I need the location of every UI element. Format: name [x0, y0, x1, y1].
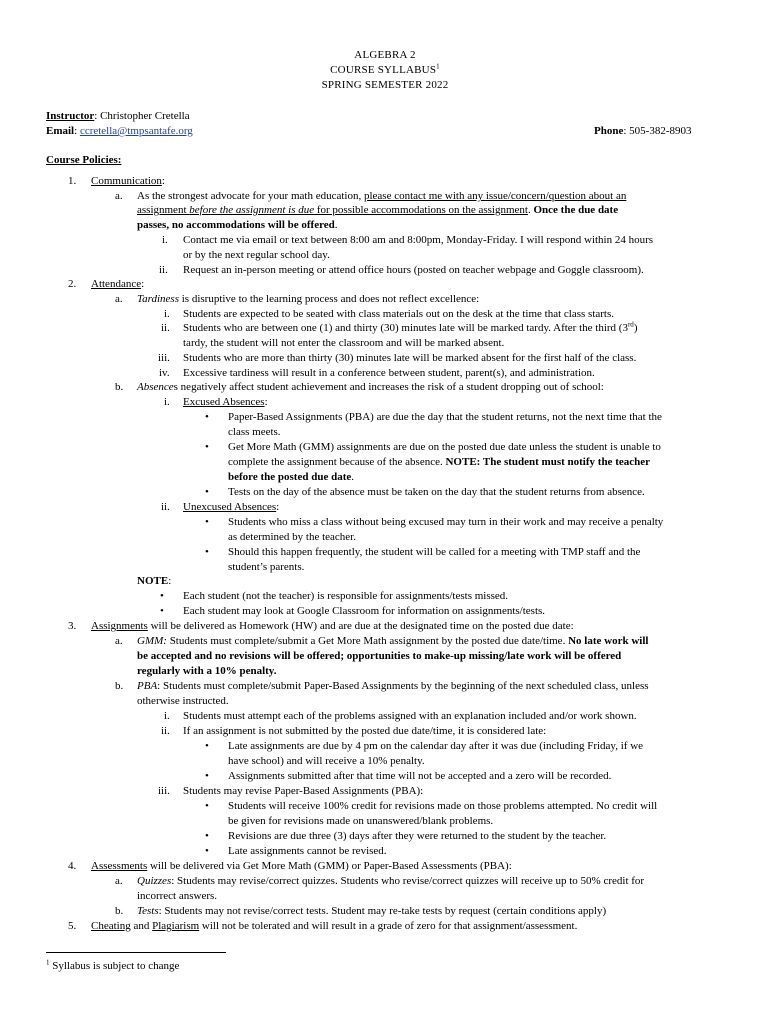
- bullet-item: • Students who miss a class without being excused may turn in their work and may receive a penalty: [228, 515, 663, 529]
- bullet-item: • Students will receive 100% credit for revisions made on those problems attempted. No credit will: [228, 799, 657, 813]
- text-span: : Students may revise/correct quizzes. Students who revise/correct quizzes will receive up to 50% credit for: [171, 875, 645, 887]
- heading-colon: :: [276, 501, 280, 513]
- unexcused-absences-heading: [183, 500, 279, 514]
- text-line: [137, 292, 479, 306]
- phone-label: Phone: [594, 125, 624, 137]
- bold-text: Once the due date: [533, 204, 619, 216]
- footnote-divider: [46, 952, 226, 953]
- italic-text: PBA: [137, 680, 158, 692]
- assessments-heading: [91, 859, 512, 873]
- text-span: complete the assignment because of the absence.: [228, 456, 446, 468]
- text-line: otherwise instructed.: [137, 695, 229, 707]
- item-roman: i.: [164, 710, 170, 722]
- text-line: incorrect answers.: [137, 890, 218, 902]
- bullet-item: • Late assignments are due by 4 pm on the calendar day after it was due (including Friday, if we: [228, 739, 643, 753]
- item-letter: a.: [115, 635, 123, 647]
- underlined-text: please contact me with any issue/concern/question about an: [363, 190, 627, 202]
- attendance-heading: [91, 277, 144, 291]
- bullet-item: • Assignments submitted after that time will not be accepted and a zero will be recorded.: [228, 769, 611, 783]
- text-span: .: [527, 204, 534, 216]
- item-roman: i.: [162, 234, 168, 246]
- italic-text: GMM:: [137, 635, 167, 647]
- item-roman: iv.: [159, 367, 170, 379]
- text-line: [228, 470, 354, 484]
- text-span: Students must complete/submit a Get More Math assignment by the posted due date/time.: [166, 635, 569, 647]
- text-line: [137, 203, 618, 217]
- text-line: If an assignment is not submitted by the posted due date/time, it is considered late:: [183, 725, 547, 737]
- email-separator: :: [74, 125, 80, 137]
- cheating-line: [91, 919, 577, 933]
- text-span: and: [130, 920, 153, 932]
- assignments-title: Assignments: [91, 620, 148, 632]
- email-link[interactable]: ccretella@tmpsantafe.org: [79, 125, 193, 137]
- text-line: tardy, the student will not enter the classroom and will be marked absent.: [183, 337, 505, 349]
- text-line: have school) and will receive a 10% penalty.: [228, 755, 425, 767]
- assignments-heading: [91, 619, 574, 633]
- bullet-item: • Revisions are due three (3) days after they were returned to the student by the teacher.: [228, 829, 606, 843]
- footnote-ref[interactable]: 1: [436, 62, 440, 71]
- bullet-item: • Paper-Based Assignments (PBA) are due the day that the student returns, not the next time that the: [228, 410, 662, 424]
- communication-heading: [91, 174, 165, 188]
- item-letter: b.: [115, 381, 124, 393]
- heading-colon: :: [161, 175, 165, 187]
- email-line: [46, 124, 193, 138]
- item-number: 4.: [68, 860, 77, 872]
- text-span: Students who are between one (1) and thirty (30) minutes late will be marked tardy. After the third (3: [183, 322, 628, 334]
- text-line: student’s parents.: [228, 561, 305, 573]
- italic-text: Quizzes: [137, 875, 172, 887]
- instructor-line: [46, 109, 190, 123]
- phone-line: [594, 124, 691, 138]
- doc-subtitle-text: COURSE SYLLABUS: [330, 64, 437, 76]
- doc-term: SPRING SEMESTER 2022: [321, 79, 449, 91]
- item-roman: ii.: [159, 264, 168, 276]
- text-line: [228, 455, 650, 469]
- text-line: [137, 874, 644, 888]
- item-number: 1.: [68, 175, 77, 187]
- italic-text: Tests: [137, 905, 159, 917]
- text-line: [137, 380, 604, 394]
- footnote-text: Syllabus is subject to change: [49, 960, 180, 972]
- footnote-mark: 1: [46, 958, 50, 967]
- text-line: Students who are more than thirty (30) minutes late will be marked absent for the first half of the class.: [183, 352, 637, 364]
- bullet-item: • Each student may look at Google Classroom for information on assignments/tests.: [183, 604, 545, 618]
- bullet-item: • Should this happen frequently, the student will be called for a meeting with TMP staff and the: [228, 545, 640, 559]
- item-letter: a.: [115, 190, 123, 202]
- item-letter: a.: [115, 875, 123, 887]
- phone-number: : 505-382-8903: [623, 125, 692, 137]
- bold-text: NOTE: [137, 575, 169, 587]
- text-line: [137, 679, 649, 693]
- item-number: 5.: [68, 920, 77, 932]
- text-span: will not be tolerated and will result in a grade of zero for that assignment/assessment.: [199, 920, 578, 932]
- instructor-name: : Christopher Cretella: [94, 110, 190, 122]
- text-line: class meets.: [228, 426, 281, 438]
- text-line: [183, 321, 637, 335]
- item-roman: i.: [164, 308, 170, 320]
- item-number: 3.: [68, 620, 77, 632]
- cheating-title: Cheating: [91, 920, 131, 932]
- text-span: : Students may not revise/correct tests. Student may re-take tests by request (certain conditions apply): [158, 905, 607, 917]
- bold-text: NOTE: The student must notify the teacher: [445, 456, 650, 468]
- plagiarism-title: Plagiarism: [152, 920, 200, 932]
- text-line: Students must attempt each of the problems assigned with an explanation included and/or work shown.: [183, 710, 637, 722]
- heading-colon: :: [264, 396, 268, 408]
- text-line: as determined by the teacher.: [228, 531, 356, 543]
- item-roman: i.: [164, 396, 170, 408]
- text-line: be accepted and no revisions will be offered; opportunities to make-up missing/late work will be offered: [137, 650, 622, 662]
- text-span: : Students must complete/submit Paper-Based Assignments by the beginning of the next scheduled class, unless: [157, 680, 649, 692]
- communication-title: Communication: [91, 175, 162, 187]
- attendance-title: Attendance: [91, 278, 142, 290]
- text-line: Request an in-person meeting or attend office hours (posted on teacher webpage and Goggle classroom).: [183, 264, 644, 276]
- italic-text: Absence: [137, 381, 174, 393]
- item-letter: b.: [115, 905, 124, 917]
- text-line: [137, 634, 648, 648]
- text-line: Students are expected to be seated with class materials out on the desk at the time that class starts.: [183, 308, 615, 320]
- item-roman: ii.: [161, 725, 170, 737]
- item-letter: b.: [115, 680, 124, 692]
- assessments-title: Assessments: [91, 860, 148, 872]
- text-line: [137, 218, 338, 232]
- bold-text: No late work will: [568, 635, 649, 647]
- heading-colon: :: [168, 575, 172, 587]
- item-number: 2.: [68, 278, 77, 290]
- item-roman: ii.: [161, 322, 170, 334]
- footnote: [46, 959, 179, 973]
- bullet-item: • Late assignments cannot be revised.: [228, 844, 387, 858]
- text-line: Contact me via email or text between 8:00 am and 8:00pm, Monday-Friday. I will respond within 24 hours: [183, 234, 654, 246]
- text-line: Excessive tardiness will result in a conference between student, parent(s), and administration.: [183, 367, 595, 379]
- bold-text: before the posted due date: [228, 471, 352, 483]
- italic-text: Tardiness: [137, 293, 179, 305]
- text-line: or by the next regular school day.: [183, 249, 330, 261]
- heading-colon: :: [141, 278, 145, 290]
- doc-title: ALGEBRA 2: [354, 49, 416, 61]
- superscript: rd: [627, 320, 634, 329]
- underlined-text: for possible accommodations on the assignment: [314, 204, 528, 216]
- text-line: be given for revisions made on unanswered/blank problems.: [228, 815, 494, 827]
- item-roman: ii.: [161, 501, 170, 513]
- bullet-item: • Tests on the day of the absence must be taken on the day that the student returns from absence.: [228, 485, 645, 499]
- section-title-course-policies: Course Policies:: [46, 154, 122, 166]
- bullet-item: • Each student (not the teacher) is responsible for assignments/tests missed.: [183, 589, 508, 603]
- item-roman: iii.: [158, 785, 170, 797]
- text-line: regularly with a 10% penalty.: [137, 665, 277, 677]
- text-span: will be delivered via Get More Math (GMM) or Paper-Based Assessments (PBA):: [147, 860, 512, 872]
- text-span: .: [351, 471, 354, 483]
- underlined-text: Unexcused Absences: [183, 501, 277, 513]
- item-letter: a.: [115, 293, 123, 305]
- doc-subtitle: [0, 63, 770, 77]
- underlined-text: Excused Absences: [183, 396, 265, 408]
- instructor-label: Instructor: [46, 110, 95, 122]
- email-label: Email: [46, 125, 75, 137]
- underlined-italic-text: before the assignment is due: [189, 204, 315, 216]
- text-line: Students may revise Paper-Based Assignments (PBA):: [183, 785, 424, 797]
- bold-text: passes, no accommodations will be offered: [137, 219, 335, 231]
- text-span: will be delivered as Homework (HW) and are due at the designated time on the posted due date:: [147, 620, 574, 632]
- bullet-item: • Get More Math (GMM) assignments are due on the posted due date unless the student is unable to: [228, 440, 661, 454]
- item-roman: iii.: [158, 352, 170, 364]
- text-span: is disruptive to the learning process and does not reflect excellence:: [178, 293, 480, 305]
- underlined-text: assignment: [137, 204, 190, 216]
- text-span: .: [334, 219, 338, 231]
- text-span: s negatively affect student achievement and increases the risk of a student dropping out of school:: [173, 381, 604, 393]
- text-line: [137, 189, 626, 203]
- excused-absences-heading: [183, 395, 268, 409]
- text-span: ): [633, 322, 638, 334]
- note-heading: [137, 574, 171, 588]
- text-span: As the strongest advocate for your math education,: [137, 190, 364, 202]
- text-line: [137, 904, 606, 918]
